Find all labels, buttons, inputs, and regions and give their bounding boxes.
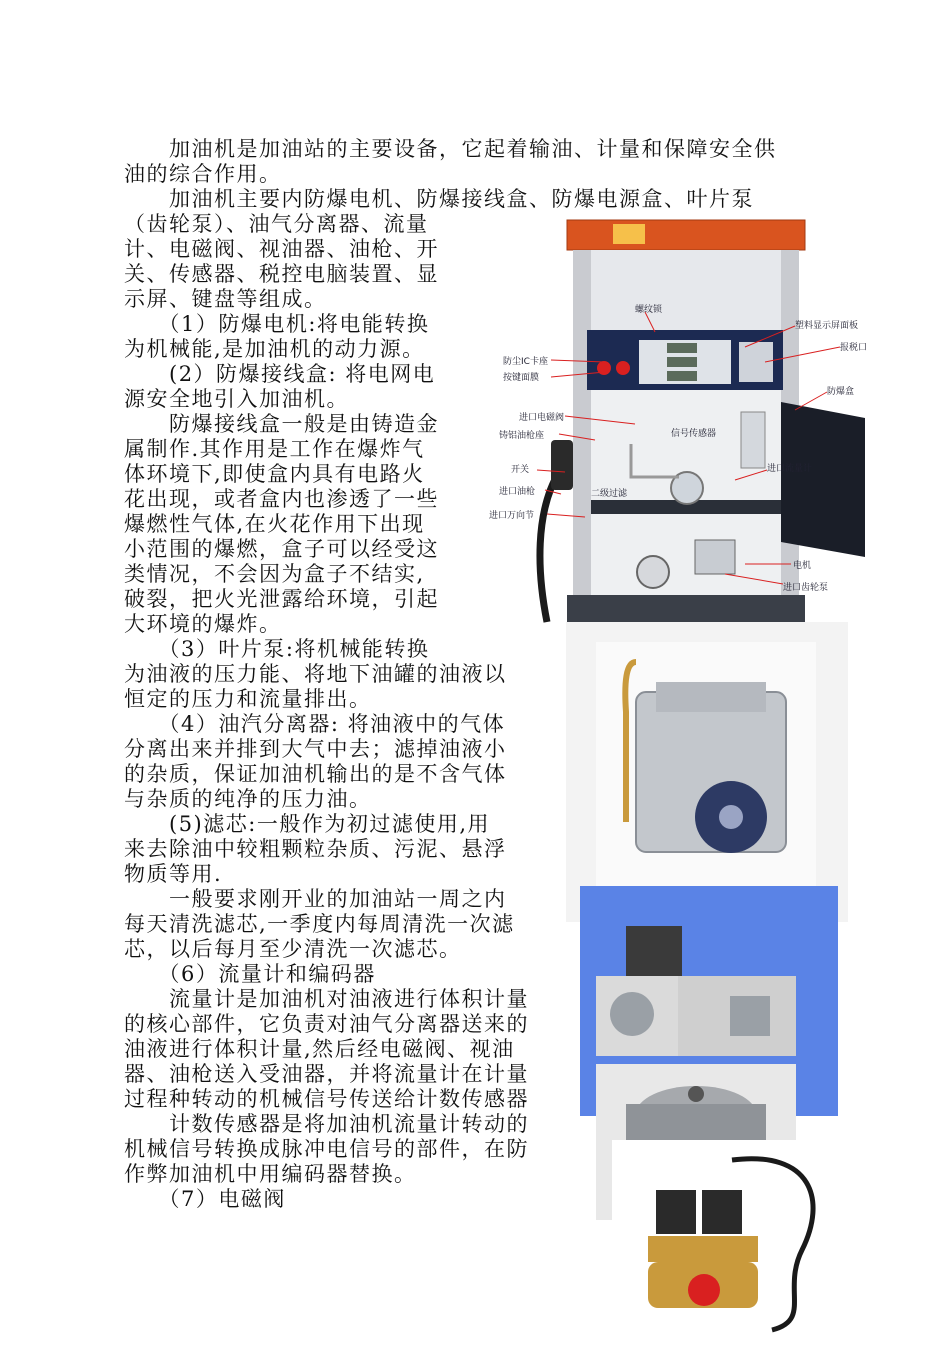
para-line: （7）电磁阀 [124, 1187, 286, 1211]
para-line: 示屏、键盘等组成。 [124, 287, 327, 311]
para-line: 过程种转动的机械信号传送给计数传感器 [124, 1087, 529, 1111]
callout-secondary-filter: 二级过滤 [591, 489, 628, 499]
para-line: 为油液的压力能、将地下油罐的油液以 [124, 662, 507, 686]
para-line: 属制作.其作用是工作在爆炸气 [124, 437, 425, 461]
callout-cast-gun-seat: 铸铝油枪座 [499, 431, 545, 441]
para-line: （6）流量计和编码器 [124, 962, 376, 986]
para-line: 机械信号转换成脉冲电信号的部件，在防 [124, 1137, 529, 1161]
para-line: 恒定的压力和流量排出。 [124, 687, 372, 711]
callout-explosion-box: 防爆盒 [827, 387, 855, 397]
para-line: 加油机主要内防爆电机、防爆接线盒、防爆电源盒、叶片泵 [124, 187, 754, 211]
callout-inlet-universal: 进口万向节 [489, 511, 535, 521]
callout-inlet-gun: 进口油枪 [499, 487, 536, 497]
para-line: 分离出来并排到大气中去；滤掉油液小 [124, 737, 507, 761]
para-line: 大环境的爆炸。 [124, 612, 282, 636]
para-line: 一般要求刚开业的加油站一周之内 [124, 887, 507, 911]
para-line: 关、传感器、税控电脑装置、显 [124, 262, 439, 286]
callout-inlet-valve: 进口电磁阀 [519, 413, 565, 423]
para-line: 每天清洗滤芯,一季度内每周清洗一次滤 [124, 912, 515, 936]
callout-plastic-panel: 塑料显示屏面板 [795, 321, 859, 331]
para-line: 的核心部件，它负责对油气分离器送来的 [124, 1012, 529, 1036]
para-line: 类情况，不会因为盒子不结实, [124, 562, 425, 586]
para-line: (2）防爆接线盒: 将电网电 [124, 362, 436, 386]
para-line: 油的综合作用。 [124, 162, 282, 186]
para-line: （齿轮泵）、油气分离器、流量 [124, 212, 429, 236]
para-line: （1）防爆电机:将电能转换 [124, 312, 430, 336]
para-line: 爆燃性气体,在火花作用下出现 [124, 512, 425, 536]
para-line: (5)滤芯:一般作为初过滤使用,用 [124, 812, 490, 836]
para-line: 防爆接线盒一般是由铸造金 [124, 412, 439, 436]
callout-keypad: 按键面膜 [503, 373, 540, 383]
para-line: 破裂，把火光泄露给环境，引起 [124, 587, 439, 611]
callout-screw-lock: 螺纹锁 [635, 305, 663, 315]
para-line: 计、电磁阀、视油器、油枪、开 [124, 237, 439, 261]
callout-inlet-flowmeter: 进口流量计 [767, 464, 813, 474]
para-line: 源安全地引入加油机。 [124, 387, 349, 411]
callout-motor: 电机 [793, 561, 812, 571]
callout-inlet-gear-pump: 进口齿轮泵 [783, 583, 829, 593]
para-line: 为机械能,是加油机的动力源。 [124, 337, 425, 361]
para-line: 加油机是加油站的主要设备，它起着输油、计量和保障安全供 [124, 137, 777, 161]
para-line: 体环境下,即使盒内具有电路火 [124, 462, 425, 486]
callout-tax-port: 报税口 [840, 343, 868, 353]
para-line: 花出现，或者盒内也渗透了一些 [124, 487, 439, 511]
para-line: 来去除油中较粗颗粒杂质、污泥、悬浮 [124, 837, 507, 861]
para-line: 小范围的爆燃，盒子可以经受这 [124, 537, 439, 561]
para-line: 油液进行体积计量,然后经电磁阀、视油 [124, 1037, 515, 1061]
para-line: 的杂质，保证加油机输出的是不含气体 [124, 762, 507, 786]
fuel-dispenser-figure [489, 212, 895, 637]
para-line: （3）叶片泵:将机械能转换 [124, 637, 430, 661]
para-line: 与杂质的纯净的压力油。 [124, 787, 372, 811]
callout-switch: 开关 [511, 465, 530, 475]
callout-ic-seat: 防尘IC卡座 [503, 357, 548, 367]
callout-signal-sensor: 信号传感器 [671, 429, 717, 439]
para-line: 计数传感器是将加油机流量计转动的 [124, 1112, 529, 1136]
para-line: 作弊加油机中用编码器替换。 [124, 1162, 417, 1186]
para-line: 器、油枪送入受油器，并将流量计在计量 [124, 1062, 529, 1086]
para-line: 芯，以后每月至少清洗一次滤芯。 [124, 937, 462, 961]
para-line: 流量计是加油机对油液进行体积计量 [124, 987, 529, 1011]
para-line: （4）油汽分离器: 将油液中的气体 [124, 712, 506, 736]
para-line: 物质等用. [124, 862, 223, 886]
vane-pump-photo [566, 622, 848, 922]
fuel-dispenser-drawing [495, 212, 895, 637]
solenoid-valve-photo [612, 1140, 834, 1344]
